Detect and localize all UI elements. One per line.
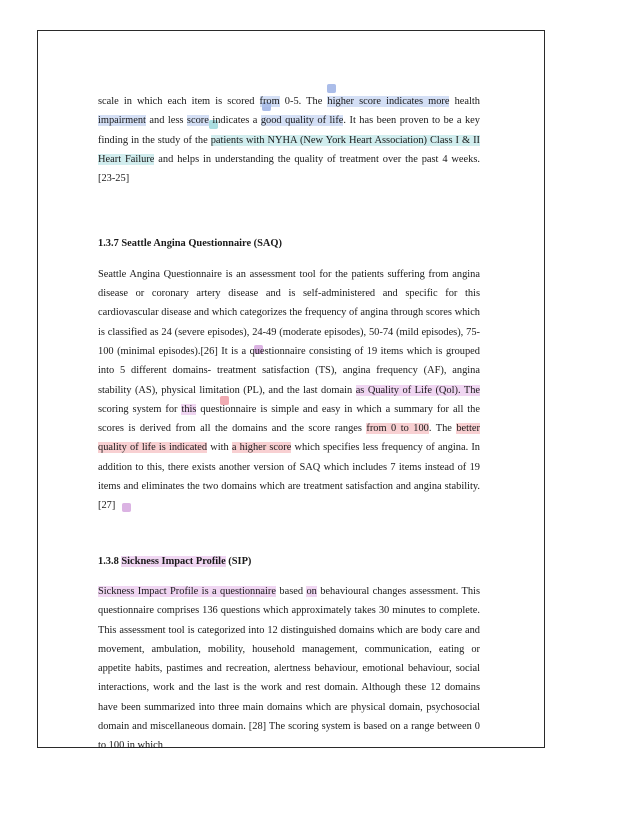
text: scoring system for bbox=[98, 403, 182, 415]
text: and helps in understanding the quality of treatment over the past 4 weeks. [23-25] bbox=[98, 153, 480, 185]
highlight[interactable]: good quality of life bbox=[260, 115, 344, 127]
section-heading-saq: 1.3.7 Seattle Angina Questionnaire (SAQ) bbox=[98, 238, 282, 250]
text: with bbox=[207, 442, 232, 454]
highlight[interactable]: from 0 to 100 bbox=[366, 423, 429, 435]
heading-number: 1.3.8 bbox=[98, 555, 122, 567]
highlight[interactable]: score bbox=[186, 115, 209, 127]
section-heading-sip bbox=[98, 552, 480, 571]
paragraph-saq bbox=[98, 265, 480, 516]
highlight[interactable]: on bbox=[306, 585, 317, 597]
paragraph-sip bbox=[98, 582, 480, 756]
text: 0-5. The bbox=[279, 96, 328, 107]
text: and less bbox=[145, 115, 187, 127]
text: health bbox=[449, 96, 480, 107]
text: indicates a bbox=[208, 115, 261, 127]
text: Seattle Angina Questionnaire is an assessment tool for the patients suffering from angina disease or coronary artery disease and is self-administered and specific for this cardiovascular disease and which categorizes the frequency of angina through scores which is classified as 24 (severe episodes), 24-49 (moderate episodes), 50-74 (mild episodes), 75-100 (minimal episodes).[26] It is a questionnaire consisting of 19 items which is grouped into 5 different domains- treatment satisfaction (TS), angina frequency (AF), angina stability (AS), physical limitation (PL), and the last domain bbox=[98, 268, 480, 396]
highlight[interactable]: higher score indicates more bbox=[327, 96, 450, 107]
highlight[interactable]: Sickness Impact Profile bbox=[121, 555, 226, 567]
text: . The bbox=[428, 423, 457, 435]
text: questionnaire is simple and easy in which a summary for all the scores is derived from all the domains and the score ranges bbox=[98, 403, 480, 435]
highlight[interactable]: Sickness Impact Profile is a questionnaire bbox=[98, 585, 276, 597]
text: behavioural changes assessment. This questionnaire comprises 136 questions which approximately takes 30 minutes to complete. This assessment tool is categorized into 12 distinguished domains which are body care and movement, ambulation, mobility, household management, communication, eating or appetite habits, pastimes and recreation, alertness behaviour, emotional behaviour, social interactions, work and the last is the work and rest domain. Although these 12 domains have been summarized into three main domains which are physical domain, psychosocial domain and miscellaneous domain. [28] The scoring system is based on a range between 0 to 100 in which bbox=[98, 585, 480, 752]
highlight[interactable]: impairment bbox=[98, 115, 146, 127]
highlight[interactable]: better quality of life is indicated bbox=[98, 423, 480, 454]
paragraph-1 bbox=[98, 92, 480, 188]
highlight[interactable]: patients with NYHA (New York Heart Association) Class I & II Heart Failure bbox=[98, 134, 481, 165]
document-body bbox=[98, 92, 480, 756]
highlight[interactable]: this bbox=[181, 403, 197, 415]
highlight[interactable]: from bbox=[259, 96, 280, 107]
text: based bbox=[276, 585, 307, 597]
text: . It has been proven to be a key finding in the study of the bbox=[98, 115, 480, 146]
text: scale in which each item is scored bbox=[98, 96, 260, 107]
heading-rest: (SIP) bbox=[225, 555, 252, 567]
highlight[interactable]: as Quality of Life (Qol). The bbox=[355, 384, 480, 396]
text: which specifies less frequency of angina. In addition to this, there exists another version of SAQ which includes 7 items instead of 19 items and eliminates the two domains which are treatment satisfaction and angina stability. [27] bbox=[98, 442, 481, 512]
highlight[interactable]: a higher score bbox=[231, 442, 292, 454]
